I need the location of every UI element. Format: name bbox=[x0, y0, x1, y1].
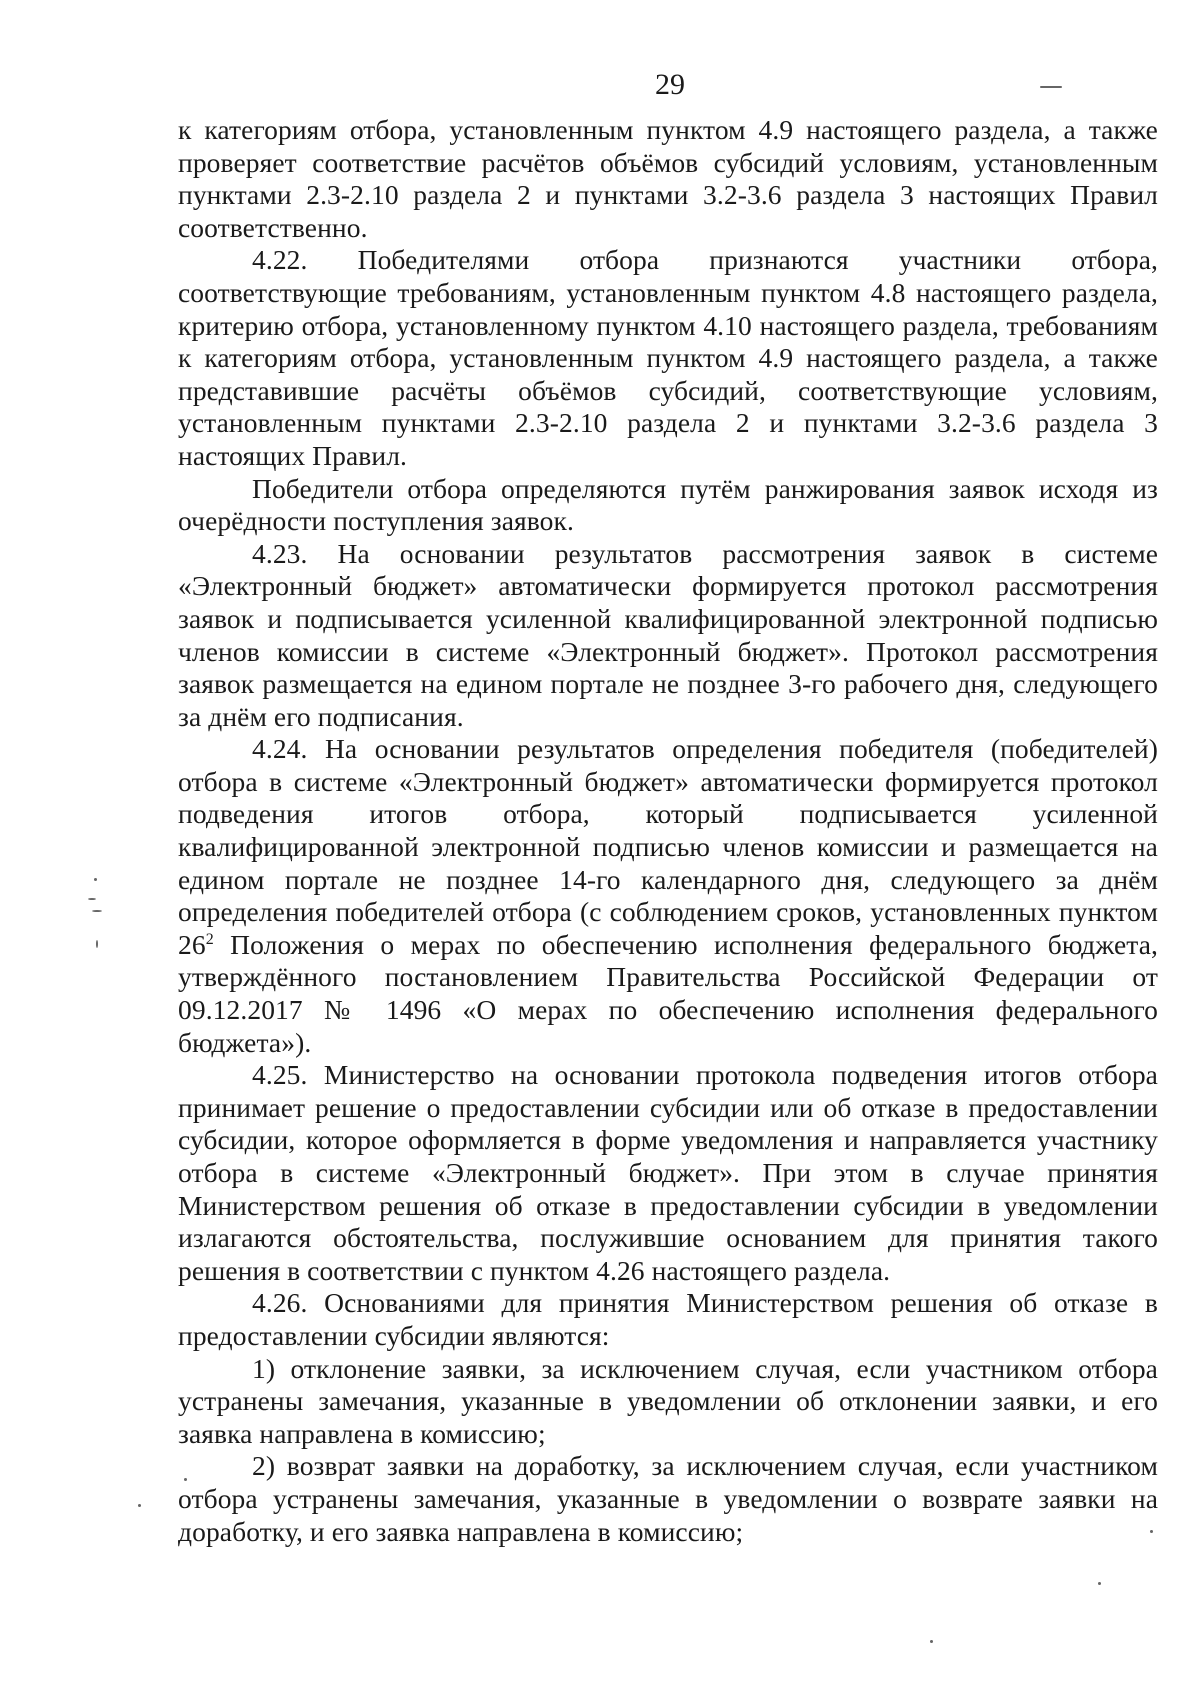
scan-speck bbox=[138, 1504, 141, 1507]
page-number: 29 bbox=[655, 68, 685, 101]
paragraph-4-26: 4.26. Основаниями для принятия Министерством решения об отказе в предоставлении субсидии являются: bbox=[178, 1287, 1158, 1351]
list-item-2: 2) возврат заявки на доработку, за исключением случая, если участником отбора устранены замечания, указанные в уведомлении о возврате заявки на доработку, и его заявка направлена в комиссию; bbox=[178, 1450, 1158, 1547]
paragraph-4-24 bbox=[178, 733, 1158, 1059]
scan-speck bbox=[94, 878, 97, 881]
scan-speck bbox=[92, 910, 102, 912]
paragraph-4-23: 4.23. На основании результатов рассмотрения заявок в системе «Электронный бюджет» автоматически формируется протокол рассмотрения заявок и подписывается усиленной квалифицированной электронной подписью членов комиссии в системе «Электронный бюджет». Протокол рассмотрения заявок размещается на едином портале не позднее 3-го рабочего дня, следующего за днём его подписания. bbox=[178, 537, 1158, 732]
scan-speck bbox=[184, 1478, 187, 1481]
paragraph-4-24-part-2: Положения о мерах по обеспечению исполнения федерального бюджета, утверждённого постановлением Правительства Российской Федерации от 09.12.2017 № 1496 «О мерах по обеспечению исполнения федерального бюджета»). bbox=[178, 928, 1158, 1058]
scan-speck bbox=[930, 1640, 933, 1643]
scan-speck bbox=[1098, 1582, 1101, 1585]
paragraph-continuation: к категориям отбора, установленным пунктом 4.9 настоящего раздела, а также проверяет соответствие расчётов объёмов субсидий условиям, установленным пунктами 2.3-2.10 раздела 2 и пунктами 3.2-3.6 раздела 3 настоящих Правил соответственно. bbox=[178, 114, 1158, 243]
document-body bbox=[178, 114, 1158, 1548]
list-item-1: 1) отклонение заявки, за исключением случая, если участником отбора устранены замечания, указанные в уведомлении об отклонении заявки, и его заявка направлена в комиссию; bbox=[178, 1352, 1158, 1449]
paragraph-4-22: 4.22. Победителями отбора признаются участники отбора, соответствующие требованиям, установленным пунктом 4.8 настоящего раздела, критерию отбора, установленному пунктом 4.10 настоящего раздела, требованиям к категориям отбора, установленным пунктом 4.9 настоящего раздела, а также представившие расчёты объёмов субсидий, соответствующие условиям, установленным пунктами 2.3-2.10 раздела 2 и пунктами 3.2-3.6 раздела 3 настоящих Правил. bbox=[178, 244, 1158, 471]
scan-speck bbox=[1150, 1530, 1153, 1533]
paragraph-4-25: 4.25. Министерство на основании протокола подведения итогов отбора принимает решение о предоставлении субсидии или об отказе в предоставлении субсидии, которое оформляется в форме уведомления и направляется участнику отбора в системе «Электронный бюджет». При этом в случае принятия Министерством решения об отказе в предоставлении субсидии в уведомлении излагаются обстоятельства, послужившие основанием для принятия такого решения в соответствии с пунктом 4.26 настоящего раздела. bbox=[178, 1059, 1158, 1286]
paragraph-4-24-part-1: 4.24. На основании результатов определения победителя (победителей) отбора в системе «Электронный бюджет» автоматически формируется протокол подведения итогов отбора, который подписывается усиленной квалифицированной электронной подписью членов комиссии и размещается на едином портале не позднее 14-го календарного дня, следующего за днём определения победителей отбора (с соблюдением сроков, установленных пунктом 26 bbox=[178, 733, 1158, 960]
scan-speck bbox=[1040, 86, 1062, 88]
footnote-superscript: 2 bbox=[205, 930, 214, 948]
scan-speck bbox=[88, 898, 96, 900]
paragraph-winners-ranking: Победители отбора определяются путём ранжирования заявок исходя из очерёдности поступления заявок. bbox=[178, 472, 1158, 537]
scan-speck bbox=[96, 940, 98, 948]
